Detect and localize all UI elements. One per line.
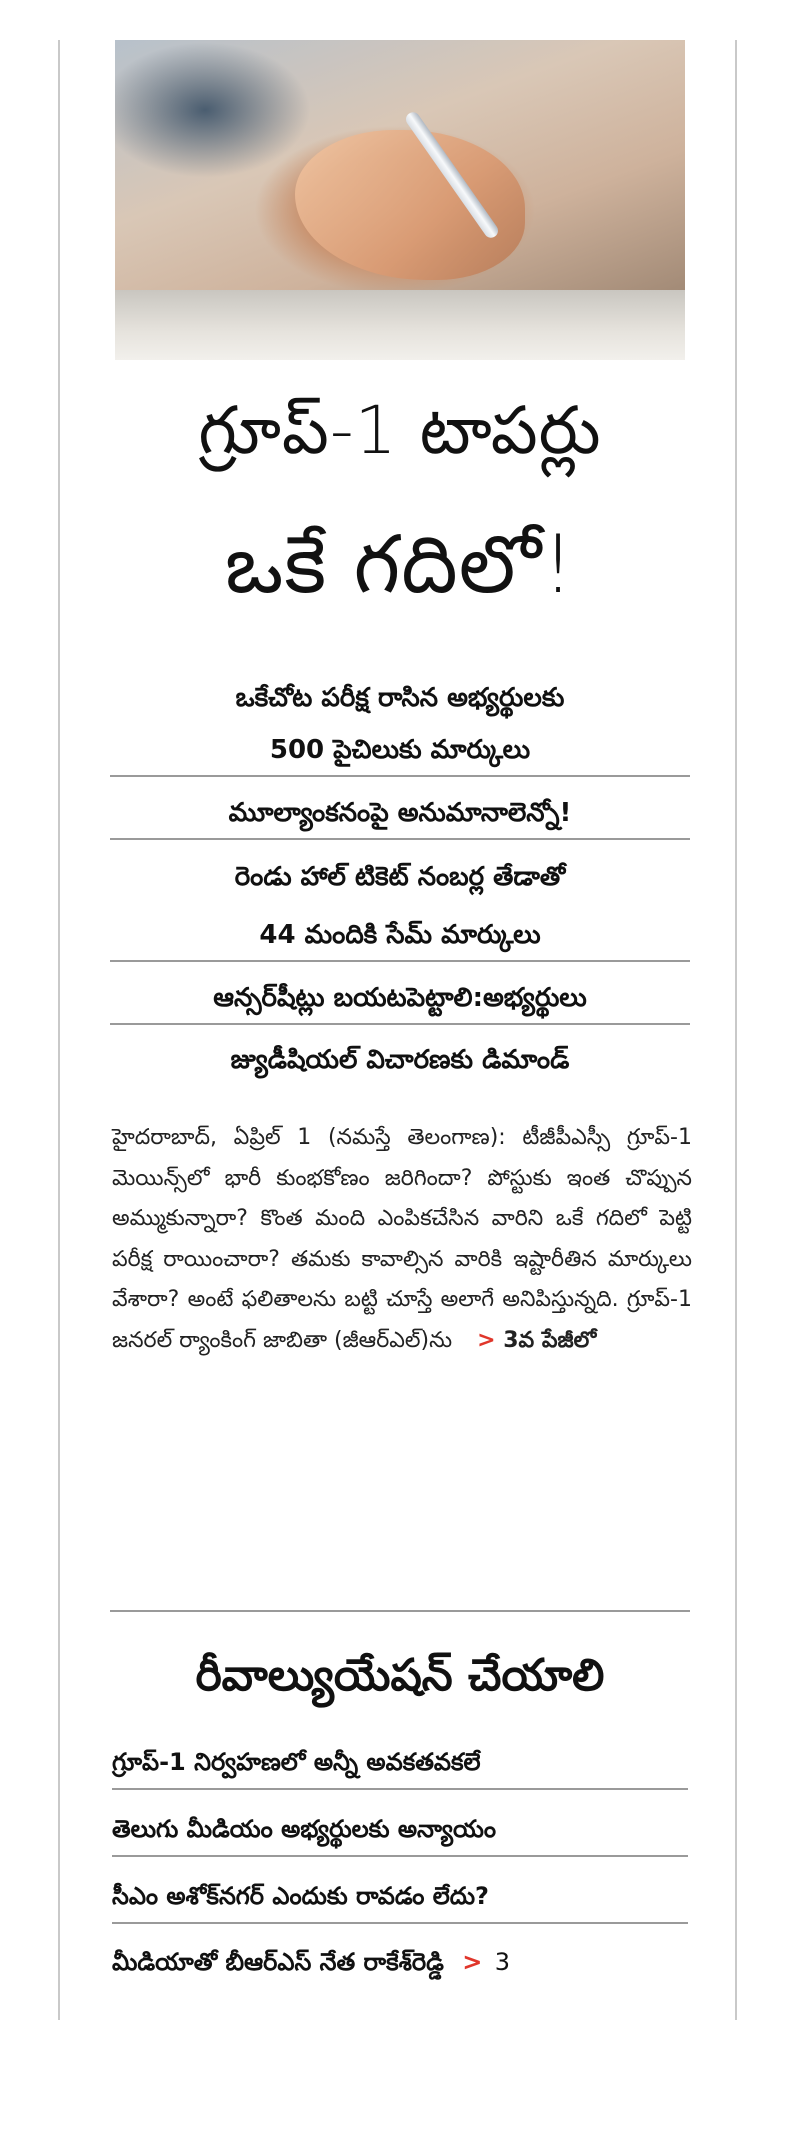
photo-hand [295,130,525,280]
kicker-line-6: ఆన్సర్‌షీట్లు బయటపెట్టాలి:అభ్యర్థులు [110,983,690,1025]
second-line-4 [112,1948,688,1988]
photo-paper [115,290,685,360]
second-headline: రీవాల్యుయేషన్ చేయాలి [195,1650,605,1701]
jump-arrow-icon: > [477,1327,496,1353]
continued-jump[interactable] [477,1328,596,1353]
second-line-1: గ్రూప్-1 నిర్వహణలో అన్నీ అవకతవకలే [112,1748,688,1790]
second-line-2: తెలుగు మీడియం అభ్యర్థులకు అన్యాయం [112,1815,688,1857]
section-separator [110,1610,690,1612]
kicker-line-4: రెండు హాల్ టికెట్ నంబర్ల తేడాతో [234,862,566,892]
page-jump-arrow-icon[interactable]: > [462,1948,483,1976]
headline-line-2: ఒకే గదిలో! [224,518,576,611]
second-line-4-text: మీడియాతో బీఆర్ఎస్ నేత రాకేశ్‌రెడ్డి [112,1948,444,1976]
kicker-line-1: ఒకేచోట పరీక్ష రాసిన అభ్యర్థులకు [235,683,565,713]
page-jump-number[interactable]: 3 [494,1948,511,1976]
exam-photo [115,40,685,360]
column-rule-right [735,40,737,2020]
second-line-3: సీఎం అశోక్‌నగర్ ఎందుకు రావడం లేదు? [112,1882,688,1924]
kicker-line-5: 44 మందికి సేమ్ మార్కులు [110,920,690,962]
column-rule-left [58,40,60,2020]
kicker-line-7: జ్యుడీషియల్ విచారణకు డిమాండ్ [230,1045,570,1075]
headline-line-1: గ్రూప్-1 టాపర్లు [198,392,602,469]
jump-label: 3వ పేజీలో [503,1327,597,1353]
article-body [112,1118,692,1361]
kicker-line-3: మూల్యాంకనంపై అనుమానాలెన్నో! [110,798,690,840]
article-body-text: హైదరాబాద్, ఏప్రిల్ 1 (నమస్తే తెలంగాణ): టీజీపీఎస్సీ గ్రూప్-1 మెయిన్స్‌లో భారీ కుంభకోణం జరిగిందా? పోస్టుకు ఇంత చొప్పున అమ్ముకున్నారా? కొంత మంది ఎంపికచేసిన వారిని ఒకే గదిలో పెట్టి పరీక్ష రాయించారా? తమకు కావాల్సిన వారికి ఇష్టారీతిన మార్కులు వేశారా? అంటే ఫలితాలను బట్టి చూస్తే అలాగే అనిపిస్తున్నది. గ్రూప్-1 జనరల్ ర్యాంకింగ్ జాబితా (జీఆర్ఎల్)ను [112,1125,692,1353]
kicker-line-2: 500 పైచిలుకు మార్కులు [110,735,690,777]
